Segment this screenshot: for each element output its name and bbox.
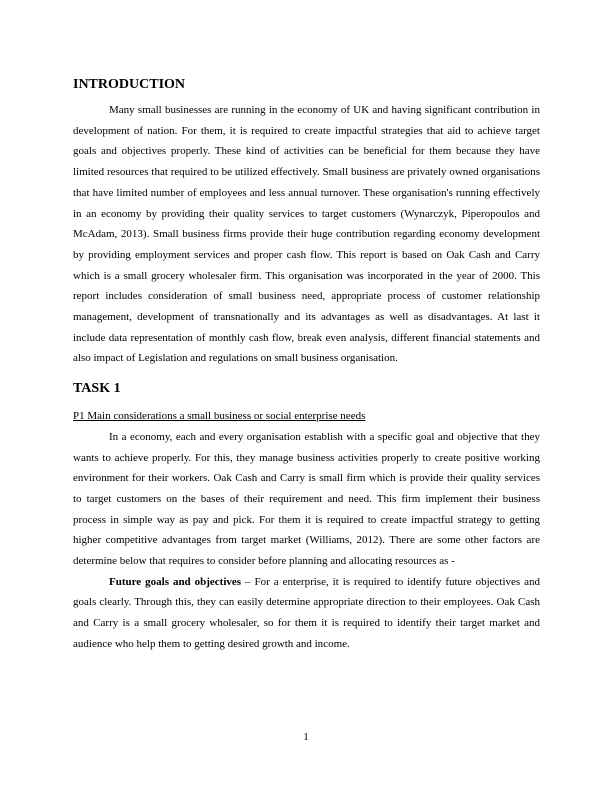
future-goals-paragraph <box>73 572 540 655</box>
task1-subheading: P1 Main considerations a small business or social enterprise needs <box>73 410 366 423</box>
future-goals-lead: Future goals and objectives <box>109 575 242 588</box>
future-goals-text: – For a enterprise, it is required to identify future objectives and goals clearly. Through this, they can easily determine appropriate direction to their employees. Oak Cash and Carry is a small grocery wholesaler, so for them it is required to identify their target market and audience who help them to getting desired growth and income. <box>73 575 541 650</box>
introduction-paragraph: Many small businesses are running in the economy of UK and having significant contribution in development of nation. For them, it is required to create impactful strategies that aid to achieve target goals and objectives properly. These kind of activities can be beneficial for them because they have limited resources that required to be utilized effectively. Small business are privately owned organisations that have limited number of employees and less annual turnover. These organisation's running effectively in an economy by providing their quality services to target customers (Wynarczyk, Piperopoulos and McAdam, 2013). Small business firms provide their huge contribution regarding economy development by providing employment services and proper cash flow. This report is based on Oak Cash and Carry which is a small grocery wholesaler firm. This organisation was incorporated in the year of 2000. This report includes consideration of small business need, appropriate process of customer relationship management, development of transnationally and its advantages as well as disadvantages. At last it include data representation of monthly cash flow, break even analysis, different financial statements and also impact of Legislation and regulations on small business organisation. <box>73 104 540 365</box>
task1-heading: TASK 1 <box>73 381 121 397</box>
page-content <box>73 76 540 655</box>
page-number: 1 <box>303 731 309 743</box>
introduction-heading: INTRODUCTION <box>73 77 186 92</box>
task1-paragraph: In a economy, each and every organisation establish with a specific goal and objective that they wants to achieve properly. For this, they manage business activities properly to create positive working environment for their workers. Oak Cash and Carry is small firm which is provide their quality services to target customers on the bases of their requirement and need. This firm implement their business process in simple way as pay and pick. For them it is required to create impactful strategy to getting higher competitive advantages from target market (Williams, 2012). There are some other factors are determine below that requires to consider before planning and allocating resources as - <box>73 430 540 568</box>
